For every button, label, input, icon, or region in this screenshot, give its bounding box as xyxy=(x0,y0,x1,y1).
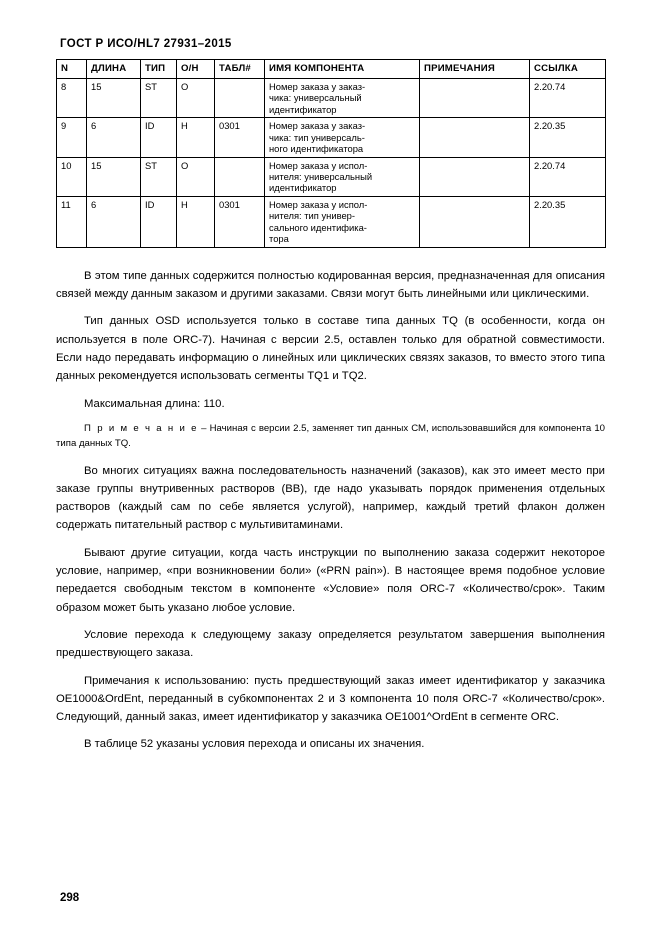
paragraph: Бывают другие ситуации, когда часть инструкции по выполнению заказа содержит некоторое условие, например, «при возникновении боли» («PRN pain»). В настоящее время подобное условие передается свободным текстом в компоненте «Условие» поля ORC-7 «Количество/срок». Таким образом может быть указано любое условие. xyxy=(56,546,605,614)
paragraph: В таблице 52 указаны условия перехода и описаны их значения. xyxy=(84,738,425,751)
table-row xyxy=(57,78,606,117)
column-header-table: ТАБЛ# xyxy=(215,60,265,79)
component-name-line: Номер заказа у заказ- xyxy=(269,80,366,92)
cell-n: 11 xyxy=(57,196,87,247)
cell-notes xyxy=(420,118,530,157)
page-number: 298 xyxy=(60,892,80,904)
column-header-notes: ПРИМЕЧАНИЯ xyxy=(420,60,530,79)
component-name-line: нителя: тип универ- xyxy=(269,210,355,222)
paragraph: В этом типе данных содержится полностью кодированная версия, предназначенная для описания связей между данным заказом и другими заказами. Связи могут быть линейными или циклическими. xyxy=(56,269,605,301)
cell-component-name xyxy=(265,196,420,247)
cell-oh: O xyxy=(177,157,215,196)
note-text: – Начиная с версии 2.5, заменяет тип данных СМ, использовавшийся для компонента 10 типа данных TQ. xyxy=(56,422,605,449)
note-paragraph xyxy=(56,422,605,452)
cell-notes xyxy=(420,157,530,196)
cell-oh: H xyxy=(177,118,215,157)
column-header-type: ТИП xyxy=(141,60,177,79)
paragraph: Примечания к использованию: пусть предшествующий заказ имеет идентификатор у заказчика OE1000&OrdEnt, переданный в субкомпонентах 2 и 3 компонента 10 поля ORC-7 «Количество/срок». Следующий, данный заказ, имеет идентификатор у заказчика OE1001^OrdEnt в сегменте ORC. xyxy=(56,674,605,724)
cell-oh: H xyxy=(177,196,215,247)
component-name-line: тора xyxy=(269,233,289,245)
component-specification-table xyxy=(56,59,606,248)
document-standard-header: ГОСТ Р ИСО/HL7 27931–2015 xyxy=(60,38,232,50)
cell-n: 9 xyxy=(57,118,87,157)
note-label: П р и м е ч а н и е xyxy=(84,422,199,434)
component-name-line: нителя: универсальный xyxy=(269,170,373,182)
cell-type: ID xyxy=(141,196,177,247)
cell-component-name xyxy=(265,78,420,117)
paragraph: Максимальная длина: 110. xyxy=(84,397,225,410)
component-name-line: ного идентификатора xyxy=(269,143,364,155)
table-row xyxy=(57,196,606,247)
cell-reference: 2.20.74 xyxy=(530,78,606,117)
column-header-oh: O/H xyxy=(177,60,215,79)
component-name-line: Номер заказа у заказ- xyxy=(269,120,366,132)
cell-table: 0301 xyxy=(215,196,265,247)
column-header-n: N xyxy=(57,60,87,79)
cell-table: 0301 xyxy=(215,118,265,157)
cell-reference: 2.20.74 xyxy=(530,157,606,196)
table-header-row xyxy=(57,60,606,79)
cell-oh: O xyxy=(177,78,215,117)
cell-type: ST xyxy=(141,78,177,117)
table-row xyxy=(57,157,606,196)
component-name-line: чика: универсальный xyxy=(269,92,362,104)
cell-length: 15 xyxy=(87,78,141,117)
cell-component-name xyxy=(265,118,420,157)
paragraph: Условие перехода к следующему заказу определяется результатом завершения выполнения предшествующего заказа. xyxy=(56,628,605,660)
column-header-component-name: ИМЯ КОМПОНЕНТА xyxy=(265,60,420,79)
component-name-line: чика: тип универсаль- xyxy=(269,131,365,143)
cell-length: 6 xyxy=(87,118,141,157)
cell-reference: 2.20.35 xyxy=(530,196,606,247)
cell-length: 15 xyxy=(87,157,141,196)
cell-type: ST xyxy=(141,157,177,196)
cell-notes xyxy=(420,196,530,247)
paragraph: Во многих ситуациях важна последовательность назначений (заказов), как это имеет место при заказе группы внутривенных растворов (ВВ), где надо указывать порядок применения отдельных растворов (каждый сам по себе является услугой), например, каждый третий флакон должен содержать питательный раствор с мультивитаминами. xyxy=(56,464,605,532)
column-header-length: ДЛИНА xyxy=(87,60,141,79)
cell-table xyxy=(215,157,265,196)
body-text xyxy=(56,267,605,754)
column-header-reference: ССЫЛКА xyxy=(530,60,606,79)
component-name-line: Номер заказа у испол- xyxy=(269,198,368,210)
cell-notes xyxy=(420,78,530,117)
component-name-line: Номер заказа у испол- xyxy=(269,159,368,171)
cell-length: 6 xyxy=(87,196,141,247)
cell-n: 8 xyxy=(57,78,87,117)
component-name-line: идентификатор xyxy=(269,182,337,194)
cell-component-name xyxy=(265,157,420,196)
component-name-line: идентификатор xyxy=(269,103,337,115)
table-row xyxy=(57,118,606,157)
cell-table xyxy=(215,78,265,117)
cell-type: ID xyxy=(141,118,177,157)
cell-n: 10 xyxy=(57,157,87,196)
paragraph: Тип данных OSD используется только в составе типа данных TQ (в особенности, когда он используется в поле ORC-7). Начиная с версии 2.5, оставлен только для обратной совместимости. Если надо передавать информацию о линейных или циклических связях заказов, то вместо этого типа данных рекомендуется использовать сегменты TQ1 и TQ2. xyxy=(56,315,605,383)
component-name-line: сального идентифика- xyxy=(269,221,367,233)
cell-reference: 2.20.35 xyxy=(530,118,606,157)
